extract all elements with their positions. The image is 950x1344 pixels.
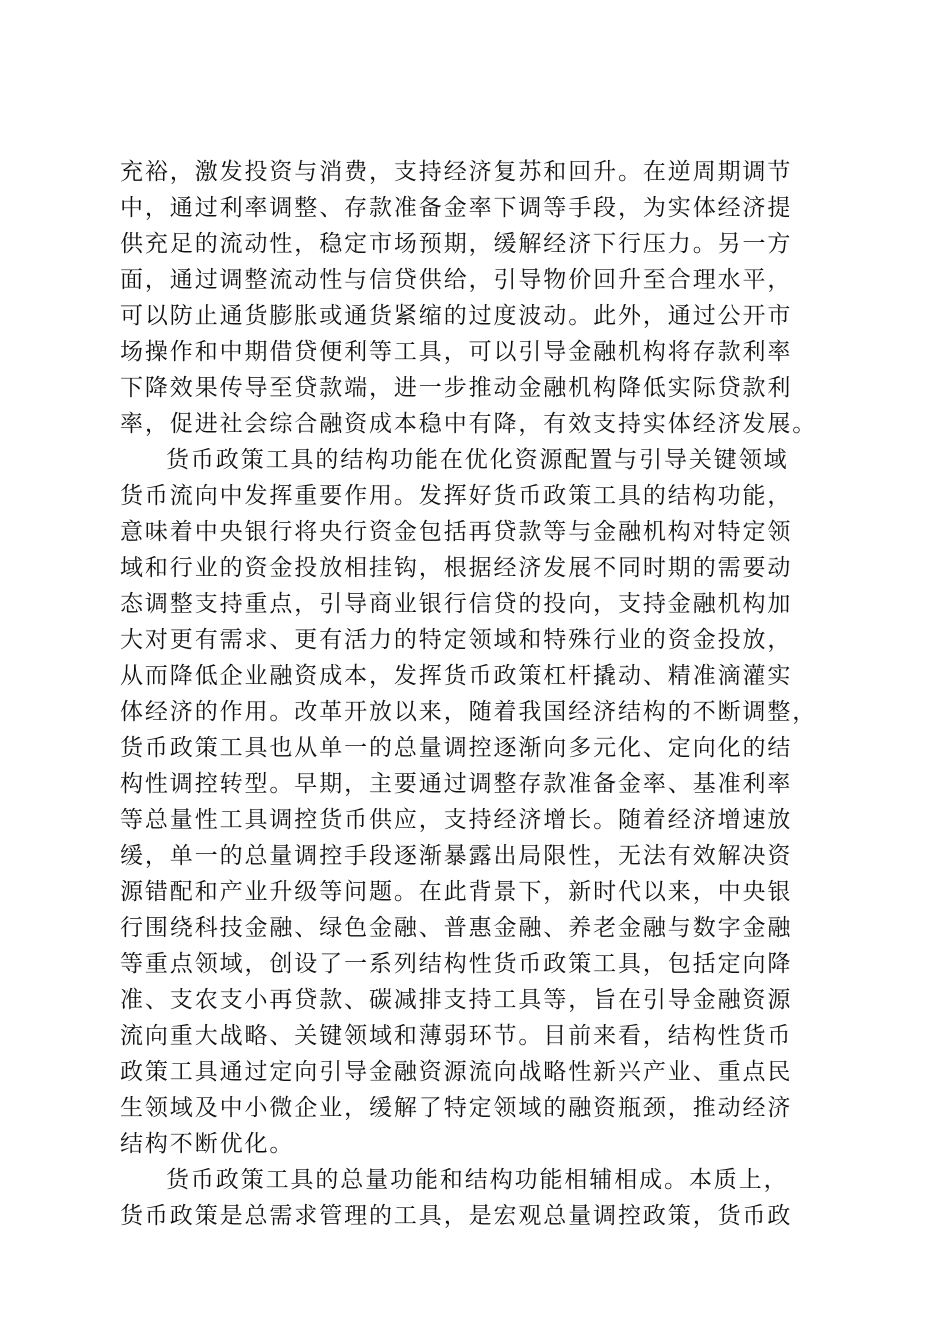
text-line: 充裕，激发投资与消费，支持经济复苏和回升。在逆周期调节 — [120, 159, 793, 185]
text-line: 态调整支持重点，引导商业银行信贷的投向，支持金融机构加 — [120, 591, 793, 617]
text-line: 行围绕科技金融、绿色金融、普惠金融、养老金融与数字金融 — [120, 915, 793, 941]
paragraph-2 — [120, 442, 826, 1162]
text-line: 生领域及中小微企业，缓解了特定领域的融资瓶颈，推动经济 — [120, 1095, 793, 1121]
document-page — [120, 154, 826, 1234]
paragraph-3 — [120, 1162, 826, 1234]
text-line: 源错配和产业升级等问题。在此背景下，新时代以来，中央银 — [120, 879, 793, 905]
text-line: 供充足的流动性，稳定市场预期，缓解经济下行压力。另一方 — [120, 231, 793, 257]
text-line: 域和行业的资金投放相挂钩，根据经济发展不同时期的需要动 — [120, 555, 793, 581]
text-line: 货币流向中发挥重要作用。发挥好货币政策工具的结构功能， — [120, 483, 793, 509]
text-line: 从而降低企业融资成本，发挥货币政策杠杆撬动、精准滴灌实 — [120, 663, 793, 689]
text-line: 货币政策工具也从单一的总量调控逐渐向多元化、定向化的结 — [120, 735, 793, 761]
text-line: 结构不断优化。 — [120, 1131, 295, 1157]
text-line: 政策工具通过定向引导金融资源流向战略性新兴产业、重点民 — [120, 1059, 793, 1085]
text-line: 流向重大战略、关键领域和薄弱环节。目前来看，结构性货币 — [120, 1023, 793, 1049]
text-line: 意味着中央银行将央行资金包括再贷款等与金融机构对特定领 — [120, 519, 793, 545]
text-line: 下降效果传导至贷款端，进一步推动金融机构降低实际贷款利 — [120, 375, 793, 401]
text-line: 货币政策工具的总量功能和结构功能相辅相成。本质上， — [166, 1167, 789, 1193]
text-line: 中，通过利率调整、存款准备金率下调等手段，为实体经济提 — [120, 195, 793, 221]
text-line: 货币政策工具的结构功能在优化资源配置与引导关键领域 — [166, 447, 789, 473]
text-line: 体经济的作用。改革开放以来，随着我国经济结构的不断调整， — [120, 699, 818, 725]
text-line: 场操作和中期借贷便利等工具，可以引导金融机构将存款利率 — [120, 339, 793, 365]
text-line: 率，促进社会综合融资成本稳中有降，有效支持实体经济发展。 — [120, 411, 818, 437]
text-line: 大对更有需求、更有活力的特定领域和特殊行业的资金投放， — [120, 627, 793, 653]
text-line: 等总量性工具调控货币供应，支持经济增长。随着经济增速放 — [120, 807, 793, 833]
text-line: 可以防止通货膨胀或通货紧缩的过度波动。此外，通过公开市 — [120, 303, 793, 329]
text-line: 货币政策是总需求管理的工具，是宏观总量调控政策，货币政 — [120, 1203, 793, 1229]
text-line: 等重点领域，创设了一系列结构性货币政策工具，包括定向降 — [120, 951, 793, 977]
text-line: 缓，单一的总量调控手段逐渐暴露出局限性，无法有效解决资 — [120, 843, 793, 869]
text-line: 面，通过调整流动性与信贷供给，引导物价回升至合理水平， — [120, 267, 793, 293]
paragraph-1 — [120, 154, 826, 442]
text-line: 准、支农支小再贷款、碳减排支持工具等，旨在引导金融资源 — [120, 987, 793, 1013]
text-line: 构性调控转型。早期，主要通过调整存款准备金率、基准利率 — [120, 771, 793, 797]
